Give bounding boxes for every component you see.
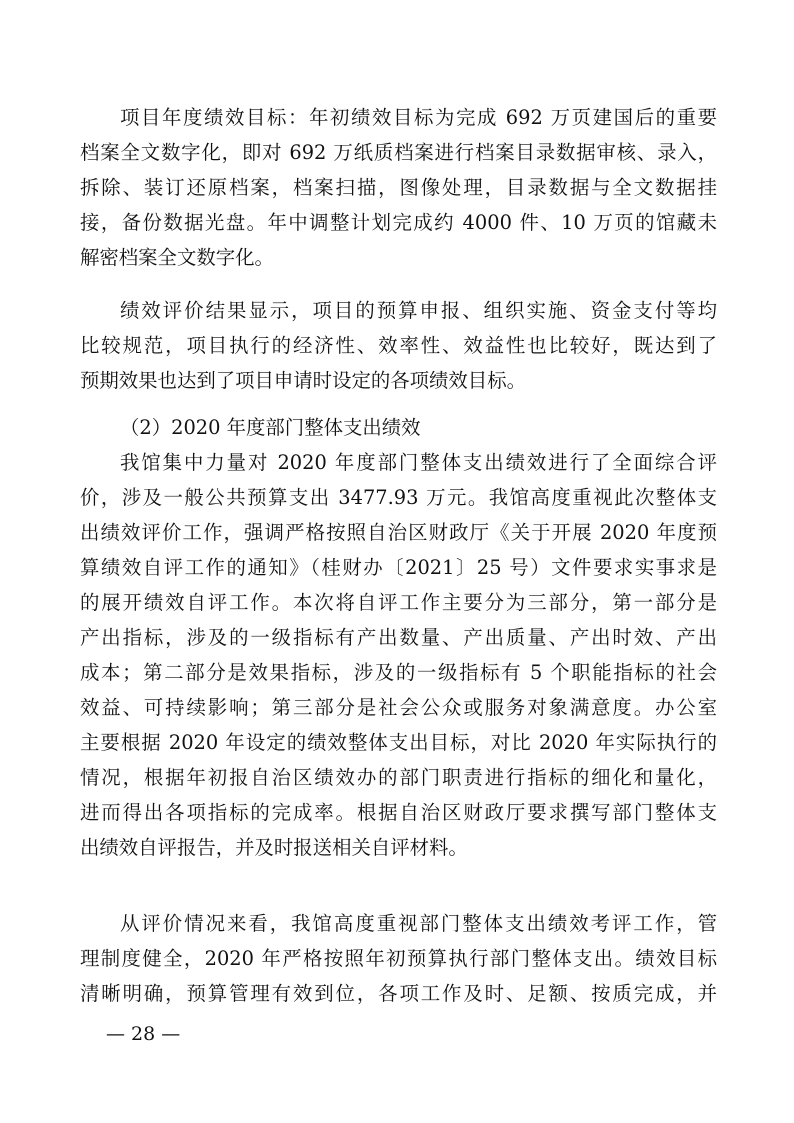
text-line: 比较规范，项目执行的经济性、效率性、效益性也比较好，既达到了 <box>80 334 717 357</box>
text-line: 项目年度绩效目标：年初绩效目标为完成 692 万页建国后的重要 <box>120 106 717 129</box>
paragraph-project-goal <box>80 100 717 275</box>
text-line: 效益、可持续影响；第三部分是社会公众或服务对象满意度。办公室 <box>80 696 717 719</box>
text-line: 清晰明确，预算管理有效到位，各项工作及时、足额、按质完成，并 <box>80 982 717 1005</box>
paragraph-department-expenditure <box>80 445 717 865</box>
text-line: 拆除、装订还原档案，档案扫描，图像处理，目录数据与全文数据挂 <box>80 176 717 199</box>
text-line: 接，备份数据光盘。年中调整计划完成约 4000 件、10 万页的馆藏未 <box>80 211 717 234</box>
text-line: 成本；第二部分是效果指标，涉及的一级指标有 5 个职能指标的社会 <box>80 661 717 684</box>
text-line: 出绩效评价工作，强调严格按照自治区财政厅《关于开展 2020 年度预 <box>80 521 717 544</box>
paragraph-evaluation-situation <box>80 906 717 1011</box>
text-line: 从评价情况来看，我馆高度重视部门整体支出绩效考评工作，管 <box>120 912 717 935</box>
text-line: 理制度健全，2020 年严格按照年初预算执行部门整体支出。绩效目标 <box>80 947 717 970</box>
text-line: 解密档案全文数字化。 <box>80 246 274 269</box>
page-number: — 28 — <box>106 1023 181 1045</box>
text-line: 的展开绩效自评工作。本次将自评工作主要分为三部分，第一部分是 <box>80 591 717 614</box>
text-line: 我馆集中力量对 2020 年度部门整体支出绩效进行了全面综合评 <box>120 451 717 474</box>
text-line: 算绩效自评工作的通知》（桂财办〔2021〕25 号）文件要求实事求是 <box>80 556 717 579</box>
text-line: 主要根据 2020 年设定的绩效整体支出目标，对比 2020 年实际执行的 <box>80 731 717 754</box>
text-line: 绩效评价结果显示，项目的预算申报、组织实施、资金支付等均 <box>120 299 717 322</box>
text-line: 进而得出各项指标的完成率。根据自治区财政厅要求撰写部门整体支 <box>80 801 717 824</box>
text-line: 档案全文数字化，即对 692 万纸质档案进行档案目录数据审核、录入， <box>80 141 717 164</box>
text-line: 情况，根据年初报自治区绩效办的部门职责进行指标的细化和量化， <box>80 766 717 789</box>
section-heading: （2）2020 年度部门整体支出绩效 <box>120 416 421 439</box>
text-line: 产出指标，涉及的一级指标有产出数量、产出质量、产出时效、产出 <box>80 626 717 649</box>
text-line: 预期效果也达到了项目申请时设定的各项绩效目标。 <box>80 369 526 392</box>
text-line: 价，涉及一般公共预算支出 3477.93 万元。我馆高度重视此次整体支 <box>80 486 717 509</box>
text-line: 出绩效自评报告，并及时报送相关自评材料。 <box>80 836 468 859</box>
paragraph-evaluation-result <box>80 293 717 398</box>
